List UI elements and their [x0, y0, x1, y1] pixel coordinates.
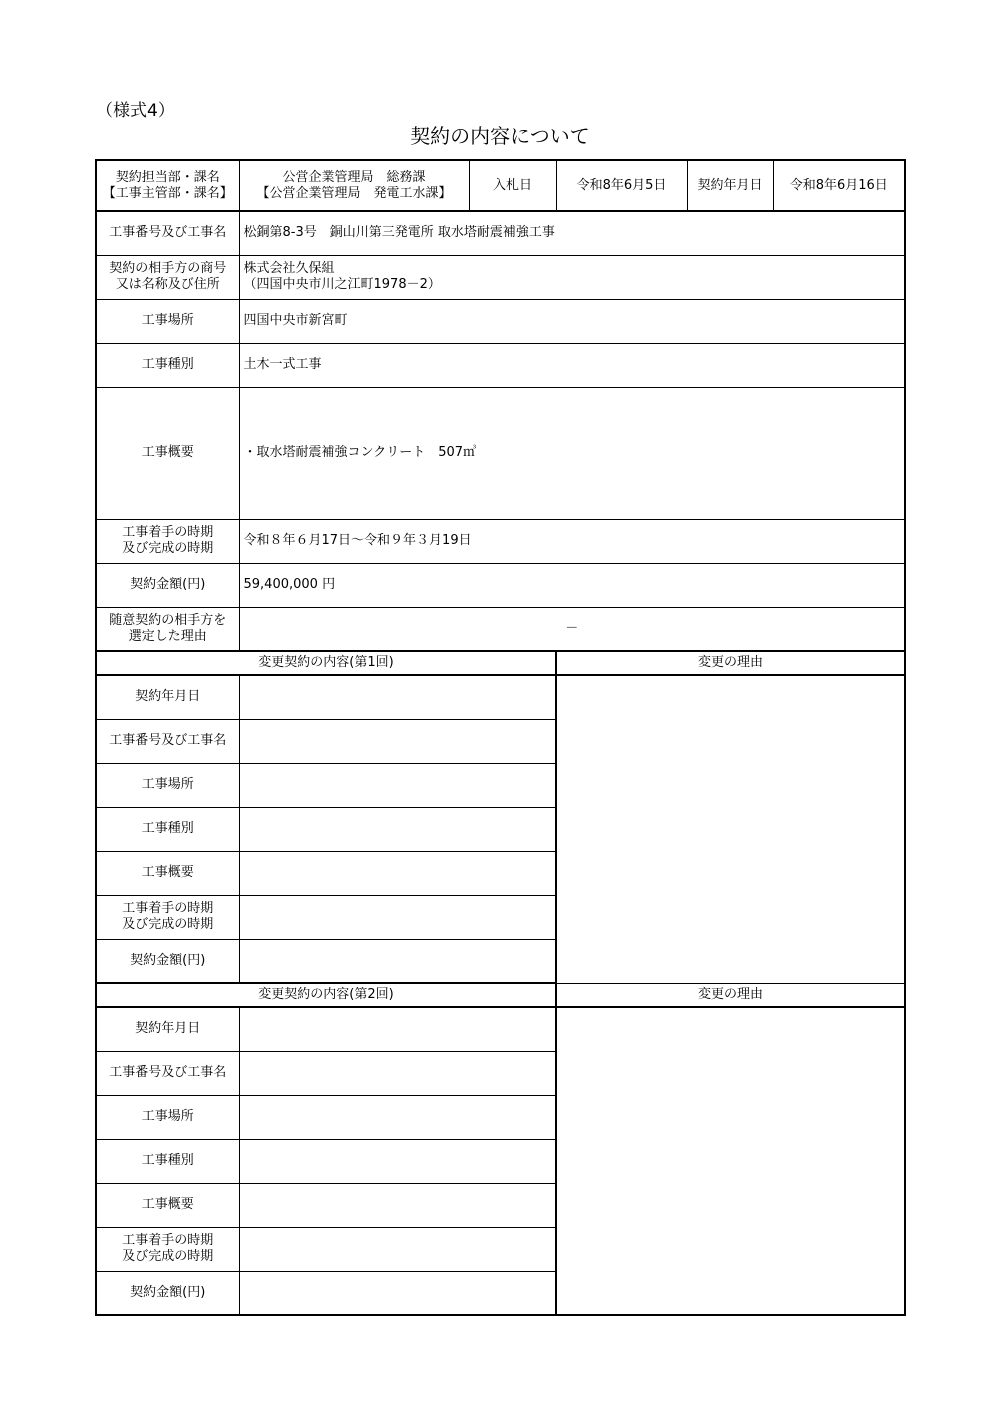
period-value: 令和８年６月17日～令和９年３月19日 — [239, 519, 905, 563]
change-1-contract-date-row — [96, 675, 905, 719]
location-label: 工事場所 — [96, 299, 239, 343]
change-2-reason-value — [556, 1007, 905, 1315]
type-row — [96, 343, 905, 387]
dept-label-2: 【工事主管部・課名】 — [102, 185, 233, 201]
change-2-period-value — [239, 1227, 556, 1271]
change-1-work-name-value — [239, 719, 556, 763]
change-1-work-name-label: 工事番号及び工事名 — [96, 719, 239, 763]
summary-value: ・取水塔耐震補強コンクリート 507㎥ — [239, 387, 905, 519]
change-1-type-value — [239, 807, 556, 851]
dept-value-2: 【公営企業管理局 発電工水課】 — [256, 185, 452, 201]
bid-date-label: 入札日 — [469, 160, 556, 211]
period-label-2: 及び完成の時期 — [122, 541, 214, 556]
change-1-summary-value — [239, 851, 556, 895]
change-2-period-label — [96, 1227, 239, 1271]
work-name-value: 松銅第8-3号 銅山川第三発電所 取水塔耐震補強工事 — [239, 211, 905, 255]
dept-value-1: 公営企業管理局 総務課 — [282, 169, 426, 185]
change-2-summary-value — [239, 1183, 556, 1227]
document-title: 契約の内容について — [410, 124, 590, 148]
summary-label: 工事概要 — [96, 387, 239, 519]
change-1-location-value — [239, 763, 556, 807]
change-2-period-label-2: 及び完成の時期 — [122, 1249, 214, 1264]
change-1-header-row — [96, 651, 905, 675]
type-label: 工事種別 — [96, 343, 239, 387]
change-1-summary-label: 工事概要 — [96, 851, 239, 895]
change-2-header-row — [96, 983, 905, 1007]
change-1-amount-value — [239, 939, 556, 983]
contractor-value — [239, 255, 905, 299]
header-row — [96, 160, 905, 211]
bid-date-value: 令和8年6月5日 — [556, 160, 687, 211]
change-2-contract-date-value — [239, 1007, 556, 1051]
change-2-contract-date-row — [96, 1007, 905, 1051]
change-1-location-label: 工事場所 — [96, 763, 239, 807]
change-2-header: 変更契約の内容(第2回) — [96, 983, 556, 1007]
form-number: （様式4） — [96, 101, 175, 121]
change-1-type-label: 工事種別 — [96, 807, 239, 851]
change-2-type-value — [239, 1139, 556, 1183]
change-2-reason-header: 変更の理由 — [556, 983, 905, 1007]
change-1-contract-date-label: 契約年月日 — [96, 675, 239, 719]
reason-value: － — [239, 607, 905, 651]
summary-row — [96, 387, 905, 519]
change-2-type-label: 工事種別 — [96, 1139, 239, 1183]
reason-label — [96, 607, 239, 651]
change-1-amount-label: 契約金額(円) — [96, 939, 239, 983]
change-1-reason-value — [556, 675, 905, 983]
change-1-period-label — [96, 895, 239, 939]
change-1-period-label-2: 及び完成の時期 — [122, 917, 214, 932]
change-2-period-label-1: 工事着手の時期 — [122, 1233, 214, 1248]
contractor-value-1: 株式会社久保組 — [243, 261, 335, 276]
contract-date-value: 令和8年6月16日 — [773, 160, 905, 211]
change-2-amount-value — [239, 1271, 556, 1315]
reason-row — [96, 607, 905, 651]
change-2-work-name-value — [239, 1051, 556, 1095]
change-2-location-label: 工事場所 — [96, 1095, 239, 1139]
type-value: 土木一式工事 — [239, 343, 905, 387]
amount-row — [96, 563, 905, 607]
work-name-row — [96, 211, 905, 255]
change-1-period-value — [239, 895, 556, 939]
period-label — [96, 519, 239, 563]
dept-value-cell — [239, 160, 469, 211]
period-row — [96, 519, 905, 563]
amount-label: 契約金額(円) — [96, 563, 239, 607]
location-value: 四国中央市新宮町 — [239, 299, 905, 343]
change-2-amount-label: 契約金額(円) — [96, 1271, 239, 1315]
change-2-location-value — [239, 1095, 556, 1139]
contract-date-label: 契約年月日 — [687, 160, 773, 211]
contractor-value-2: （四国中央市川之江町1978－2） — [243, 277, 441, 292]
change-1-period-label-1: 工事着手の時期 — [122, 901, 214, 916]
contract-table — [95, 159, 906, 1316]
contractor-row — [96, 255, 905, 299]
contractor-label-1: 契約の相手方の商号 — [109, 261, 227, 276]
change-1-reason-header: 変更の理由 — [556, 651, 905, 675]
change-1-contract-date-value — [239, 675, 556, 719]
change-1-header: 変更契約の内容(第1回) — [96, 651, 556, 675]
amount-value: 59,400,000 円 — [239, 563, 905, 607]
reason-label-1: 随意契約の相手方を — [109, 612, 227, 628]
contractor-label — [96, 255, 239, 299]
change-2-contract-date-label: 契約年月日 — [96, 1007, 239, 1051]
dept-label-1: 契約担当部・課名 — [115, 169, 220, 185]
change-2-summary-label: 工事概要 — [96, 1183, 239, 1227]
contractor-label-2: 又は名称及び住所 — [115, 277, 220, 292]
location-row — [96, 299, 905, 343]
period-label-1: 工事着手の時期 — [122, 525, 214, 540]
change-2-work-name-label: 工事番号及び工事名 — [96, 1051, 239, 1095]
dept-label-cell — [96, 160, 239, 211]
reason-label-2: 選定した理由 — [128, 628, 207, 644]
work-name-label: 工事番号及び工事名 — [96, 211, 239, 255]
